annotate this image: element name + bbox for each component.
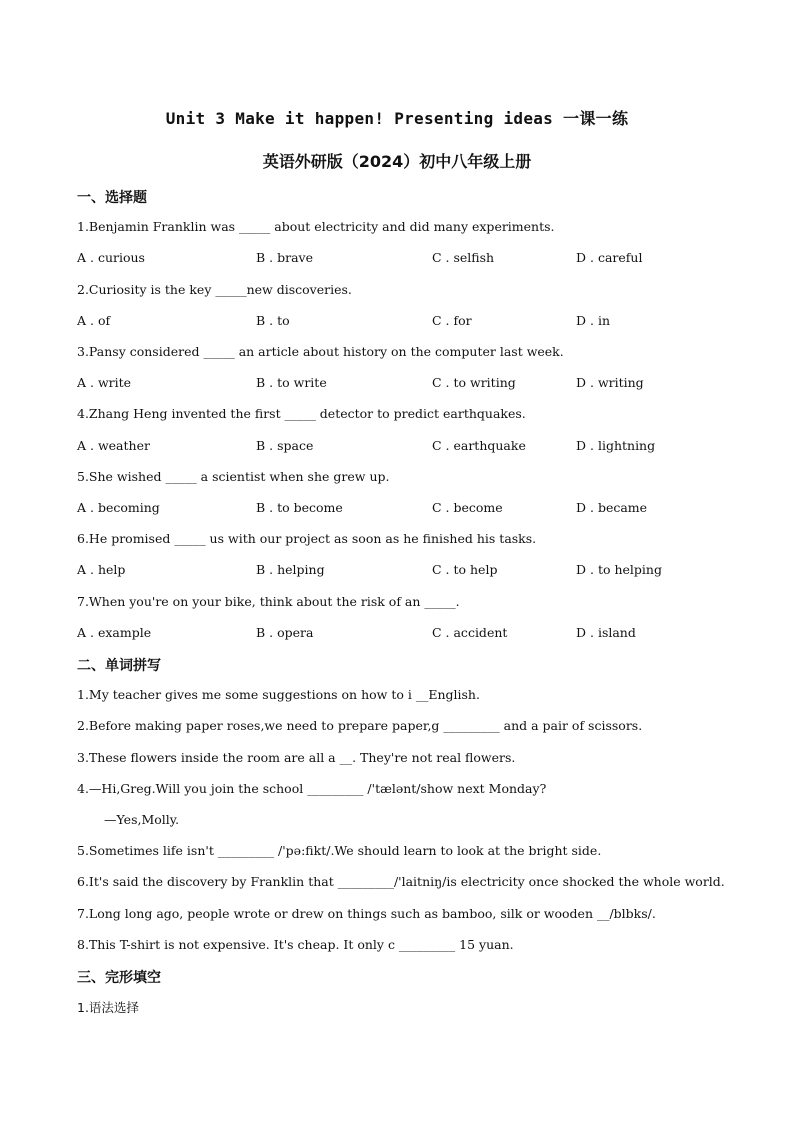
spelling-item-4-reply: —Yes,Molly. [104,812,180,827]
option-d: D . writing [576,375,644,390]
spelling-item-6: 6.It's said the discovery by Franklin that _________/'laitniŋ/is electricity once shocked the whole world. [77,874,725,889]
question-2: 2.Curiosity is the key _____new discoveries. [77,282,352,297]
spelling-item-1: 1.My teacher gives me some suggestions on how to i __English. [77,687,480,702]
option-c: C . selfish [432,250,495,265]
section-heading-cloze: 三、完形填空 [77,970,161,986]
question-6: 6.He promised _____ us with our project as soon as he finished his tasks. [77,531,537,546]
option-c: C . become [432,500,503,515]
spelling-item-4: 4.—Hi,Greg.Will you join the school _________ /'tælənt/show next Monday? [77,781,547,796]
question-7: 7.When you're on your bike, think about the risk of an _____. [77,594,460,609]
option-c: C . for [432,313,472,328]
document-title: Unit 3 Make it happen! Presenting ideas 一课一练 [165,109,629,128]
option-a: A . curious [77,250,145,265]
cloze-item-1: 1.语法选择 [77,1000,139,1015]
section-heading-spelling: 二、单词拼写 [77,658,161,674]
question-3: 3.Pansy considered _____ an article about history on the computer last week. [77,344,564,359]
spelling-item-2: 2.Before making paper roses,we need to prepare paper,g _________ and a pair of scissors. [77,718,643,733]
spelling-item-7: 7.Long long ago, people wrote or drew on things such as bamboo, silk or wooden __/blbks/. [77,906,656,921]
option-b: B . space [256,438,314,453]
spelling-item-5: 5.Sometimes life isn't _________ /'pə:fikt/.We should learn to look at the bright side. [77,843,602,858]
option-b: B . to become [256,500,343,515]
option-d: D . became [576,500,648,515]
option-c: C . accident [432,625,508,640]
option-b: B . opera [256,625,314,640]
question-1: 1.Benjamin Franklin was _____ about electricity and did many experiments. [77,219,555,234]
option-a: A . help [77,562,126,577]
question-5: 5.She wished _____ a scientist when she grew up. [77,469,390,484]
document-subtitle: 英语外研版（2024）初中八年级上册 [262,152,532,171]
option-c: C . to writing [432,375,516,390]
option-c: C . earthquake [432,438,526,453]
option-d: D . in [576,313,610,328]
spelling-item-8: 8.This T-shirt is not expensive. It's cheap. It only c _________ 15 yuan. [77,937,514,952]
option-d: D . island [576,625,636,640]
option-d: D . to helping [576,562,662,577]
option-b: B . to [256,313,290,328]
section-heading-multiple-choice: 一、选择题 [77,190,147,206]
option-a: A . becoming [77,500,160,515]
option-a: A . of [77,313,111,328]
option-a: A . weather [77,438,150,453]
option-d: D . lightning [576,438,656,453]
option-b: B . brave [256,250,313,265]
option-c: C . to help [432,562,498,577]
option-d: D . careful [576,250,643,265]
spelling-item-3: 3.These flowers inside the room are all a __. They're not real flowers. [77,750,516,765]
option-a: A . write [77,375,132,390]
question-4: 4.Zhang Heng invented the first _____ detector to predict earthquakes. [77,406,526,421]
option-a: A . example [77,625,152,640]
option-b: B . to write [256,375,327,390]
option-b: B . helping [256,562,325,577]
